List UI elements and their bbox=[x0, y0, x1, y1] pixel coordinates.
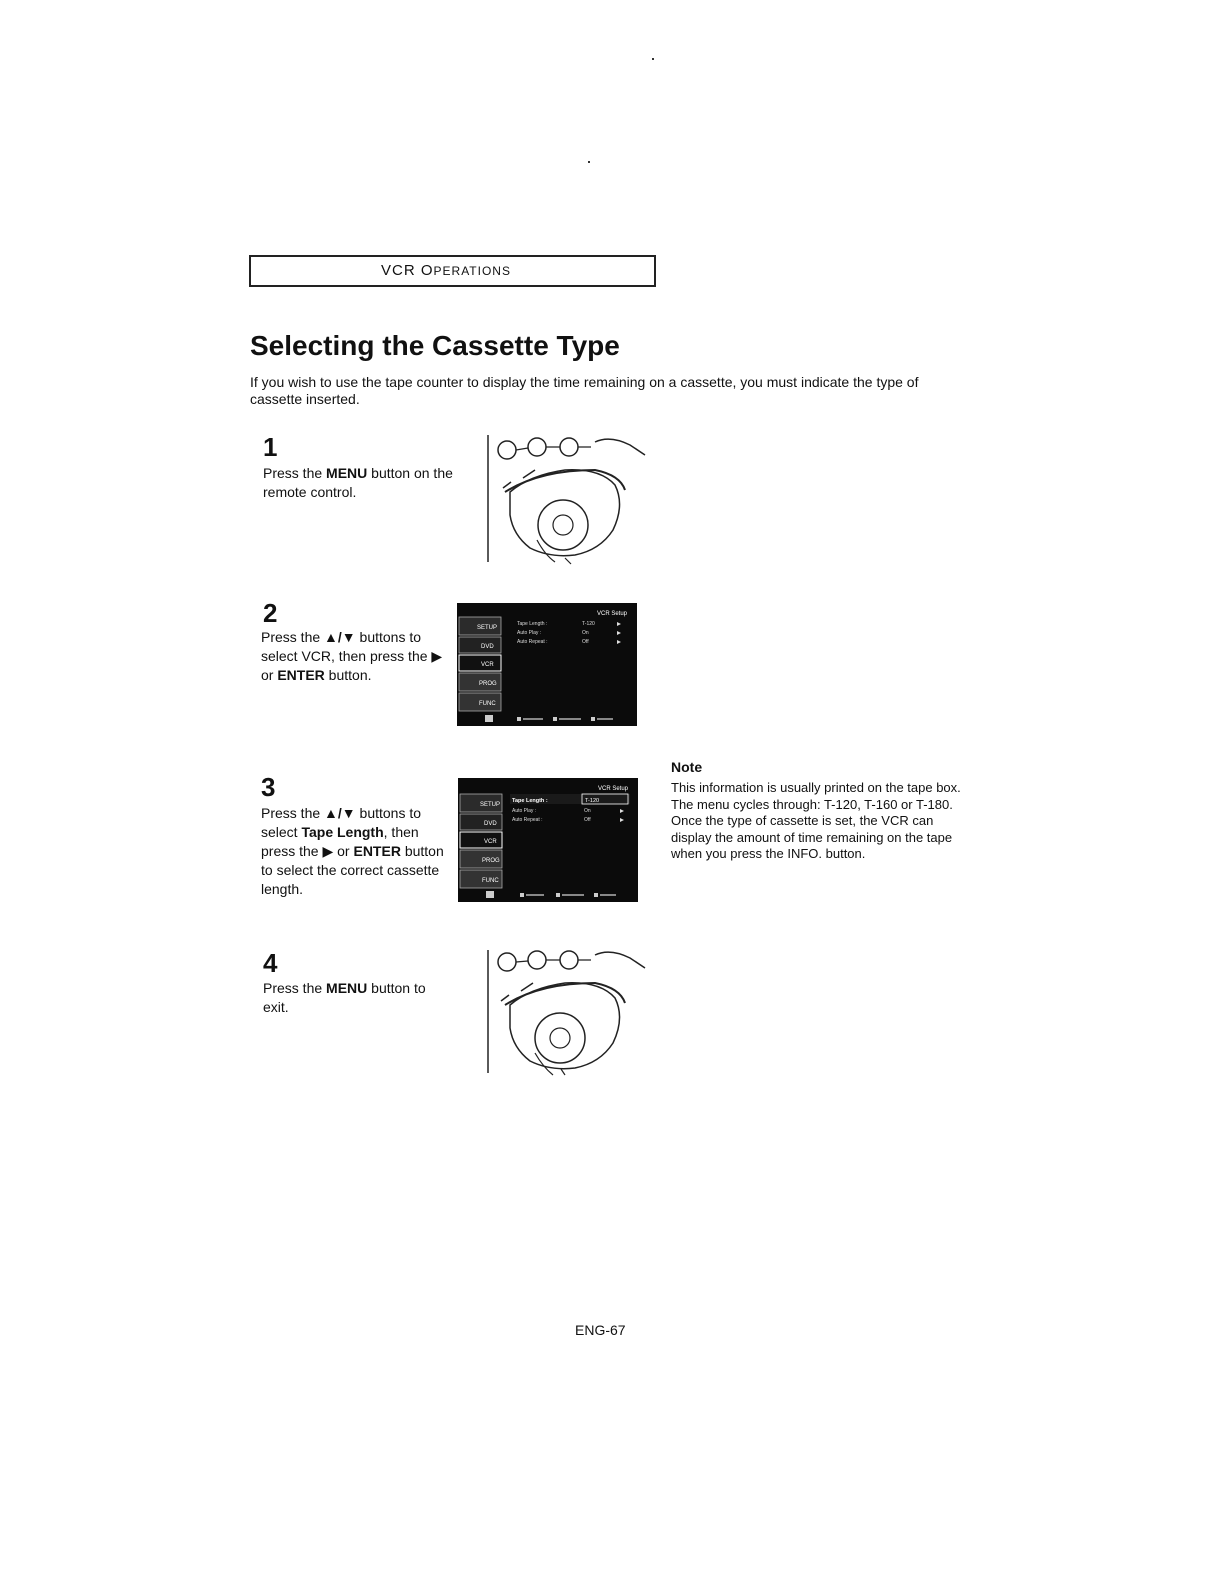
note-text: This information is usually printed on the tape box. The menu cycles through: T-120, T-160 or T-180. Once the type of cassette is set, the VCR can display the amount of time remaining on the tape when you press the INFO. button. bbox=[671, 780, 961, 861]
svg-text:VCR Setup: VCR Setup bbox=[598, 786, 629, 792]
svg-text:Auto Repeat :: Auto Repeat : bbox=[512, 817, 543, 823]
svg-text:VCR: VCR bbox=[481, 662, 494, 668]
note-title: Note bbox=[671, 759, 703, 775]
section-rest: PERATIONS bbox=[433, 264, 511, 278]
section-header-box bbox=[249, 255, 656, 287]
svg-text:VCR: VCR bbox=[484, 839, 497, 845]
section-header-label bbox=[381, 262, 511, 279]
page-number: ENG-67 bbox=[575, 1322, 626, 1338]
section-prefix: VCR O bbox=[381, 262, 434, 279]
step-3-text: Press the ▲/▼ buttons to select Tape Length, then press the ▶ or ENTER button to select the correct cassette length. bbox=[261, 805, 444, 897]
svg-text:Auto Play :: Auto Play : bbox=[517, 630, 542, 636]
svg-text:PROG: PROG bbox=[482, 858, 500, 864]
page-title: Selecting the Cassette Type bbox=[250, 330, 620, 361]
svg-text:Off: Off bbox=[584, 817, 591, 823]
step-2-number: 2 bbox=[263, 598, 278, 628]
svg-text:VCR Setup: VCR Setup bbox=[597, 611, 628, 617]
svg-text:FUNC: FUNC bbox=[482, 878, 499, 884]
svg-text:DVD: DVD bbox=[481, 644, 494, 650]
remote-hand-illustration bbox=[485, 945, 655, 1080]
tv-menu-screen bbox=[458, 778, 638, 902]
scan-speck bbox=[652, 58, 654, 60]
svg-text:Tape Length :: Tape Length : bbox=[512, 798, 548, 804]
remote-hand-illustration bbox=[485, 430, 655, 570]
svg-text:Tape Length :: Tape Length : bbox=[517, 621, 548, 627]
step-3-number: 3 bbox=[261, 772, 276, 802]
step-1-number: 1 bbox=[263, 432, 278, 462]
step-4-text: Press the MENU button to exit. bbox=[263, 980, 426, 1015]
svg-text:On: On bbox=[584, 808, 591, 814]
svg-text:SETUP: SETUP bbox=[477, 625, 498, 631]
svg-text:T-120: T-120 bbox=[582, 621, 595, 627]
tv-menu-screen bbox=[457, 603, 637, 726]
scan-speck bbox=[588, 161, 590, 163]
svg-text:FUNC: FUNC bbox=[479, 701, 496, 707]
svg-text:Auto Repeat :: Auto Repeat : bbox=[517, 639, 548, 645]
step-4-number: 4 bbox=[263, 948, 278, 978]
step-2-text: Press the ▲/▼ buttons to select VCR, then press the ▶ or ENTER button. bbox=[261, 629, 443, 683]
svg-text:T-120: T-120 bbox=[585, 798, 600, 804]
intro-paragraph: If you wish to use the tape counter to display the time remaining on a cassette, you must indicate the type of cassette inserted. bbox=[250, 374, 919, 407]
svg-text:On: On bbox=[582, 630, 589, 636]
svg-text:Auto Play :: Auto Play : bbox=[512, 808, 537, 814]
step-1-text: Press the MENU button on the remote control. bbox=[263, 465, 453, 500]
svg-text:SETUP: SETUP bbox=[480, 802, 501, 808]
svg-text:Off: Off bbox=[582, 639, 589, 645]
svg-text:DVD: DVD bbox=[484, 821, 497, 827]
svg-text:PROG: PROG bbox=[479, 681, 497, 687]
